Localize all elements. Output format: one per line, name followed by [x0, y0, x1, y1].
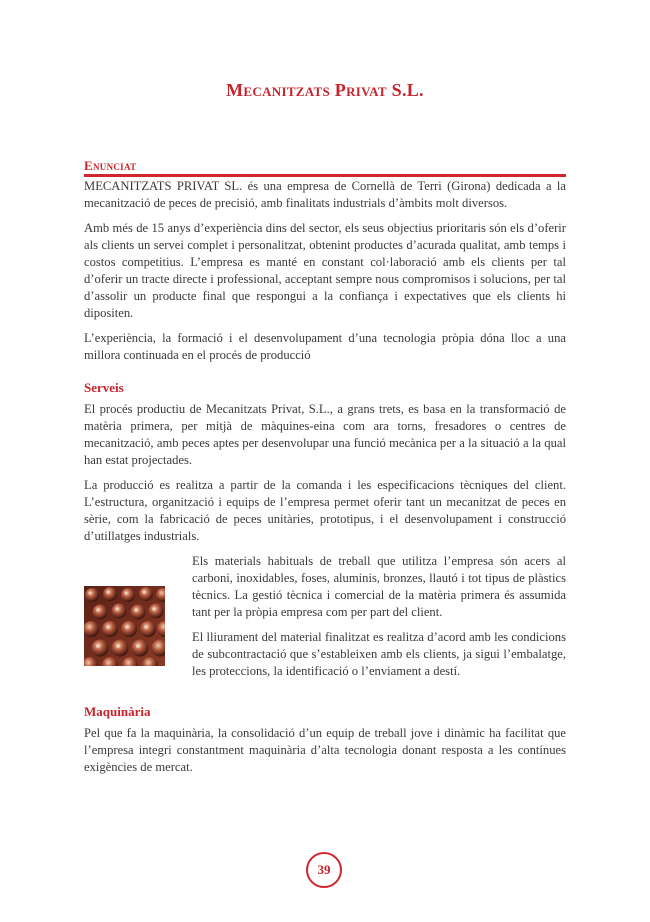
- serveis-heading: Serveis: [84, 380, 124, 395]
- enunciat-paragraph-3: L’experiència, la formació i el desenvolupament d’una tecnologia pròpia dóna lloc a una millora continuada en el procés de producció: [84, 331, 566, 362]
- serveis-paragraph-2: La producció es realitza a partir de la comanda i les especificacions tècniques del client. L’estructura, organització i equips de l’empresa permet oferir tant un mecanitzat de peces en sèrie, com la fabricació de peces unitàries, prototipus, i el desenvolupament i construcció d’utillatges industrials.: [84, 478, 566, 543]
- enunciat-paragraph-2: Amb més de 15 anys d’experiència dins del sector, els seus objectius prioritaris són els d’oferir als clients un servei complet i personalitzat, obtenint productes d’acurada qualitat, amb temps i costos competitius. L’empresa es manté en constant col·laboració amb els clients per tal d’oferir un tracte directe i professional, acceptant sempre nous compromisos i solucions, per tal d’assolir un producte final que respongui a la confiança i expectatives que els clients hi dipositen.: [84, 221, 566, 320]
- page-body: [84, 178, 566, 784]
- page-title: Mecanitzats Privat S.L.: [226, 80, 424, 100]
- materials-paragraph: Els materials habituals de treball que utilitza l’empresa són acers al carboni, inoxidables, foses, aluminis, bronzes, llautó i tot tipus de plàstics tècnics. La gestió tècnica i comercial de la matèria primera és assumida tant per la pròpia empresa com per part del client.: [192, 554, 566, 619]
- delivery-paragraph: El lliurament del material finalitzat es realitza d’acord amb les condicions de subcontractació que s’estableixen amb els clients, ja sigui l’embalatge, les proteccions, la identificació o l’enviament a destí.: [192, 630, 566, 678]
- page-number-badge: [306, 852, 342, 888]
- serveis-paragraph-1: El procés productiu de Mecanitzats Privat, S.L., a grans trets, es basa en la transformació de matèria primera, per mitjà de màquines-eina com ara torns, fresadores o centres de mecanització, amb peces aptes per desenvolupar una funció mecànica per a la situació a la qual han estat projectades.: [84, 402, 566, 467]
- maquinaria-paragraph-1: Pel que fa la maquinària, la consolidació d’un equip de treball jove i dinàmic ha facilitat que l’empresa integri constantment maquinària d’alta tecnologia donant resposta a les contínues exigències de mercat.: [84, 726, 566, 774]
- enunciat-paragraph-1: MECANITZATS PRIVAT SL. és una empresa de Cornellà de Terri (Girona) dedicada a la mecanització de peces de precisió, amb finalitats industrials d’àmbits molt diversos.: [84, 179, 566, 210]
- heading-rule: [84, 174, 566, 177]
- enunciat-heading: Enunciat: [84, 158, 137, 173]
- machined-parts-image: [84, 586, 165, 666]
- maquinaria-heading: Maquinària: [84, 704, 151, 719]
- materials-text: [192, 553, 566, 688]
- page-number: 39: [317, 862, 331, 877]
- enunciat-header: [84, 158, 566, 174]
- materials-block: [84, 553, 566, 688]
